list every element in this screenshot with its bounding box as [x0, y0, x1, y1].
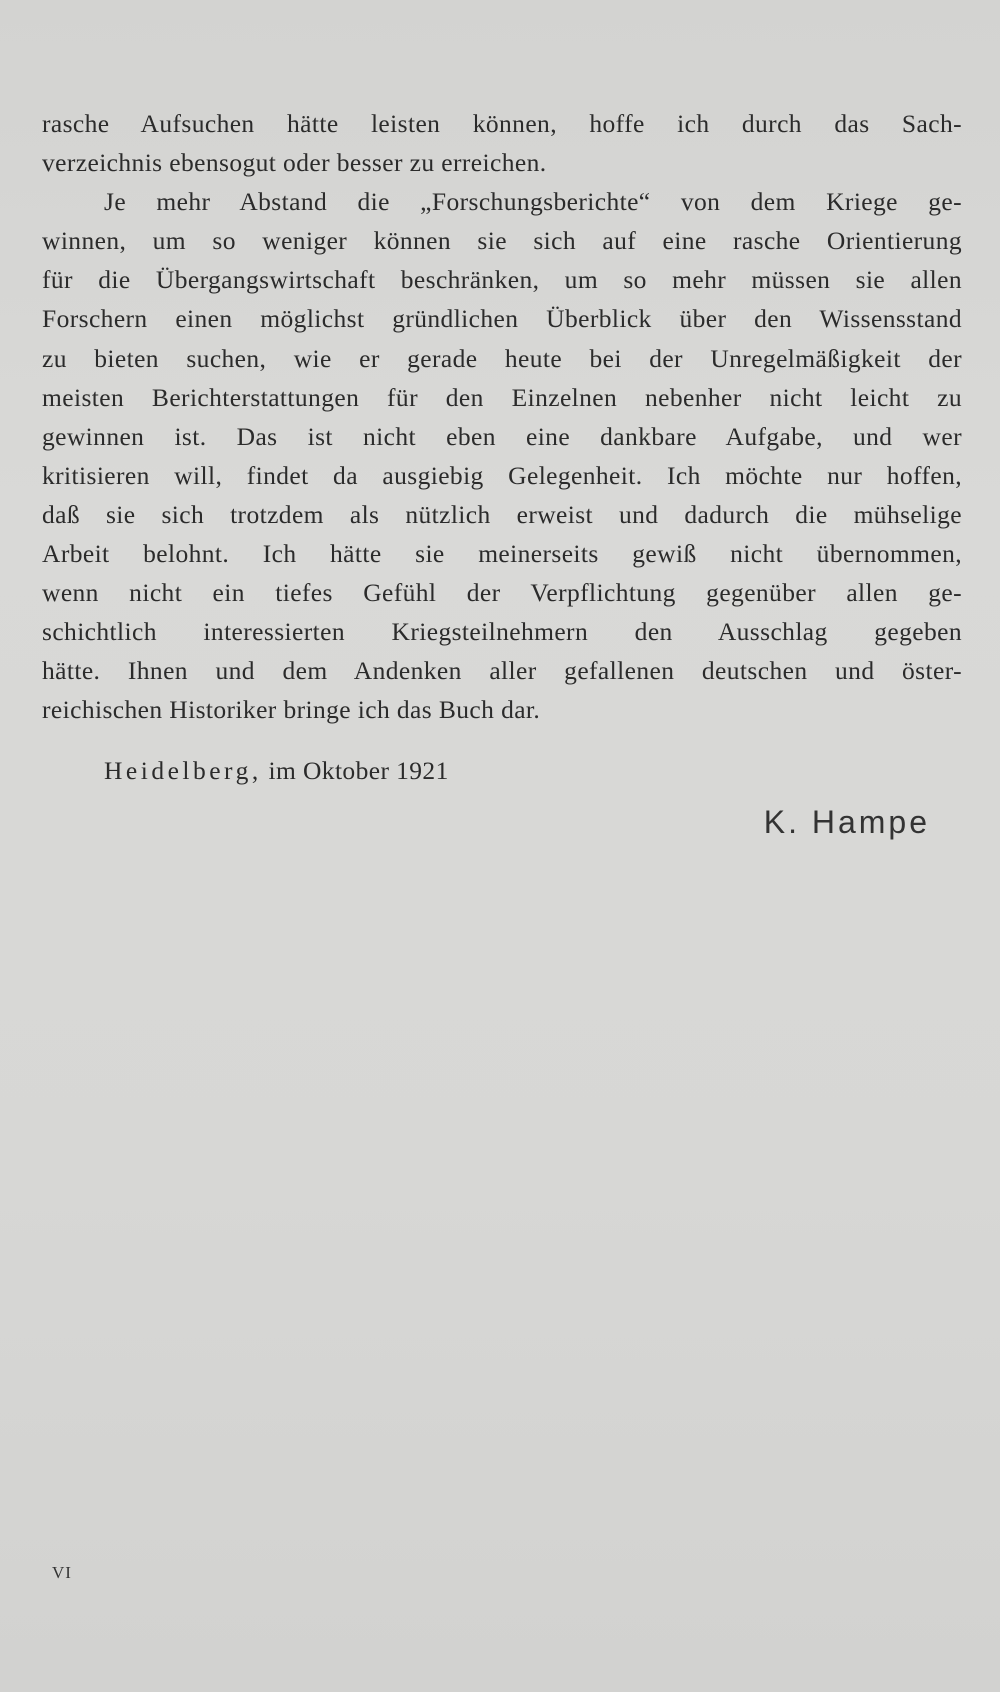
dateline [104, 756, 449, 786]
body-text [42, 104, 962, 730]
author-signature: K. Hampe [763, 804, 930, 840]
text-line: wenn nicht ein tiefes Gefühl der Verpflichtung gegenüber allen ge- [42, 578, 962, 608]
dateline-place: Heidelberg, [104, 756, 262, 785]
text-line: kritisieren will, findet da ausgiebig Gelegenheit. Ich möchte nur hoffen, [42, 460, 962, 490]
text-line: für die Übergangswirtschaft beschränken, um so mehr müssen sie allen [42, 265, 962, 295]
text-line: rasche Aufsuchen hätte leisten können, hoffe ich durch das Sach- [42, 109, 962, 138]
text-line: zu bieten suchen, wie er gerade heute bei der Unregelmäßigkeit der [42, 343, 962, 373]
text-line: Je mehr Abstand die „Forschungsberichte“ von dem Kriege ge- [104, 187, 962, 217]
text-line: winnen, um so weniger können sie sich auf eine rasche Orientierung [42, 226, 962, 256]
text-line: schichtlich interessierten Kriegsteilnehmern den Ausschlag gegeben [42, 617, 962, 647]
dateline-date: im Oktober 1921 [268, 756, 449, 785]
text-line: daß sie sich trotzdem als nützlich erweist und dadurch die mühselige [42, 499, 962, 529]
text-line: reichischen Historiker bringe ich das Buch dar. [42, 695, 541, 725]
text-line: Forschern einen möglichst gründlichen Überblick über den Wissensstand [42, 304, 962, 334]
text-line: Arbeit belohnt. Ich hätte sie meinerseits gewiß nicht übernommen, [42, 539, 962, 569]
text-line: gewinnen ist. Das ist nicht eben eine dankbare Aufgabe, und wer [42, 421, 962, 451]
text-line: meisten Berichterstattungen für den Einzelnen nebenher nicht leicht zu [42, 382, 962, 412]
page-number: VI [52, 1563, 72, 1582]
text-line: hätte. Ihnen und dem Andenken aller gefallenen deutschen und öster- [42, 656, 962, 686]
text-line: verzeichnis ebensogut oder besser zu erreichen. [42, 148, 547, 178]
